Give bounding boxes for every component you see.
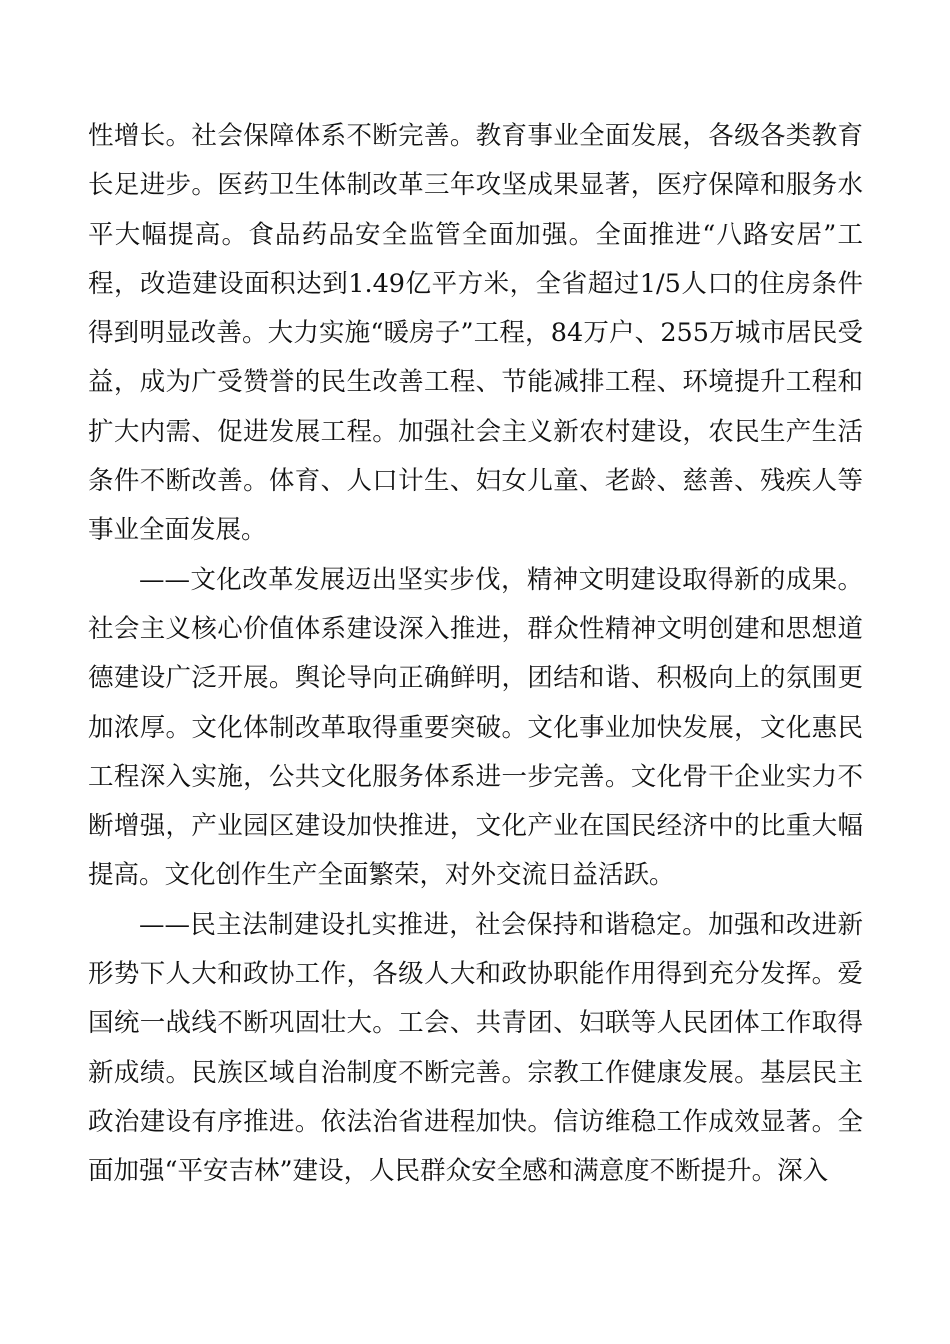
- paragraph-democracy-law: ——民主法制建设扎实推进，社会保持和谐稳定。加强和改进新形势下人大和政协工作，各级人大和政协职能作用得到充分发挥。爱国统一战线不断巩固壮大。工会、共青团、妇联等人民团体工作取得新成绩。民族区域自治制度不断完善。宗教工作健康发展。基层民主政治建设有序推进。依法治省进程加快。信访维稳工作成效显著。全面加强“平安吉林”建设，人民群众安全感和满意度不断提升。深入: [88, 909, 863, 1187]
- paragraph-culture: ——文化改革发展迈出坚实步伐，精神文明建设取得新的成果。社会主义核心价值体系建设深入推进，群众性精神文明创建和思想道德建设广泛开展。舆论导向正确鲜明，团结和谐、积极向上的氛围更加浓厚。文化体制改革取得重要突破。文化事业加快发展，文化惠民工程深入实施，公共文化服务体系进一步完善。文化骨干企业实力不断增强，产业园区建设加快推进，文化产业在国民经济中的比重大幅提高。文化创作生产全面繁荣，对外交流日益活跃。: [88, 564, 863, 891]
- paragraph-livelihood: 性增长。社会保障体系不断完善。教育事业全面发展，各级各类教育长足进步。医药卫生体制改革三年攻坚成果显著，医疗保障和服务水平大幅提高。食品药品安全监管全面加强。全面推进“八路安居”工程，改造建设面积达到1.49亿平方米，全省超过1/5人口的住房条件得到明显改善。大力实施“暖房子”工程，84万户、255万城市居民受益，成为广受赞誉的民生改善工程、节能减排工程、环境提升工程和扩大内需、促进发展工程。加强社会主义新农村建设，农民生产生活条件不断改善。体育、人口计生、妇女儿童、老龄、慈善、残疾人等事业全面发展。: [88, 121, 863, 546]
- document-page: [88, 112, 863, 1197]
